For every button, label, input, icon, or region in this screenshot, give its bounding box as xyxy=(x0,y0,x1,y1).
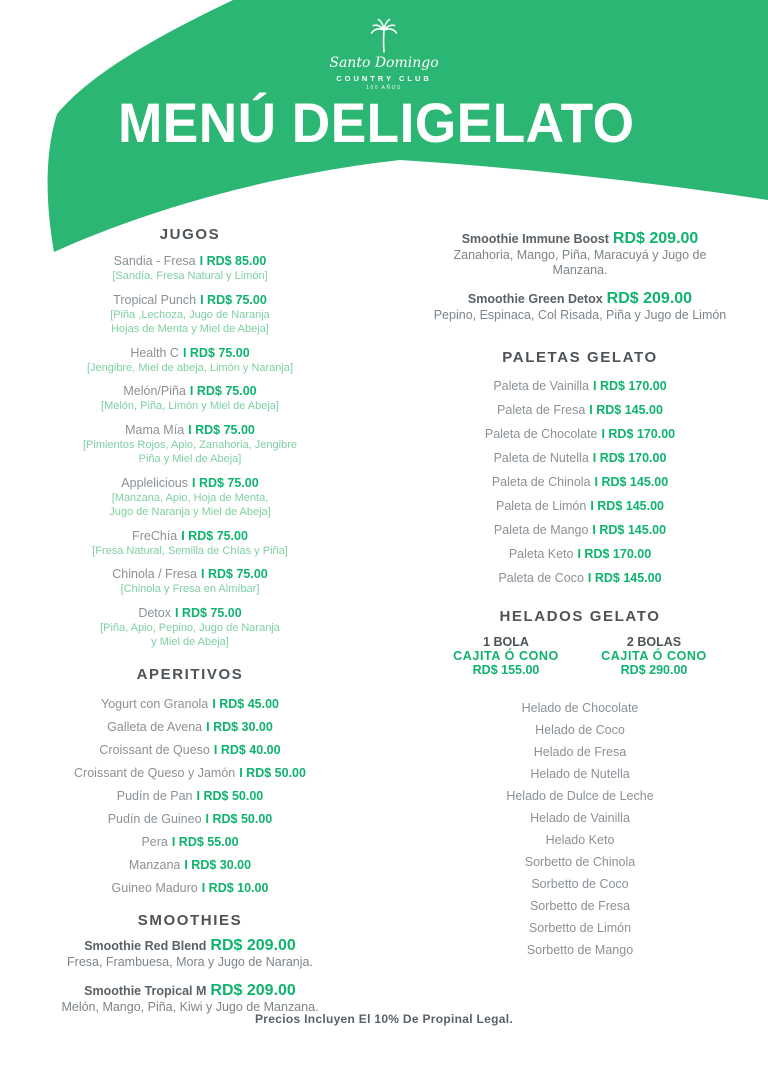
item-name: Smoothie Immune Boost xyxy=(461,232,609,246)
item-name: Smoothie Tropical M xyxy=(84,983,207,998)
item-name: Pudín de Pan xyxy=(116,788,193,803)
menu-item xyxy=(40,739,340,762)
menu-item xyxy=(40,982,340,1015)
item-price: RD$ 209.00 xyxy=(606,290,693,307)
item-price: RD$ 209.00 xyxy=(210,936,296,954)
item-name: Tropical Punch xyxy=(113,292,197,307)
item-name: Guineo Maduro xyxy=(111,880,198,895)
section-header-aperitivos: APERITIVOS xyxy=(136,665,244,683)
item-name: Galleta de Avena xyxy=(107,719,203,734)
palm-tree-icon xyxy=(367,16,401,54)
item-price: I RD$ 50.00 xyxy=(196,788,264,803)
item-ingredients: [Melón, Piña, Limón y Miel de Abeja] xyxy=(101,400,279,412)
item-description: Pepino, Espinaca, Col Risada, Piña y Jugo de Limón xyxy=(433,308,727,322)
menu-item xyxy=(430,398,730,422)
footer-note: Precios Incluyen El 10% De Propinal Legal. xyxy=(254,1012,514,1026)
item-price: I RD$ 75.00 xyxy=(188,422,255,437)
item-name: Paleta de Mango xyxy=(493,523,589,537)
flavor-item: Helado de Coco xyxy=(535,723,625,737)
item-price: I RD$ 145.00 xyxy=(590,499,664,513)
item-price: I RD$ 145.00 xyxy=(594,475,669,489)
brand-logo xyxy=(284,16,484,91)
flavor-item: Helado de Chocolate xyxy=(521,701,639,715)
item-name: Sandia - Fresa xyxy=(113,254,196,268)
flavor-item: Helado de Nutella xyxy=(530,767,630,781)
item-price: I RD$ 55.00 xyxy=(171,834,239,849)
item-name: Croissant de Queso y Jamón xyxy=(74,765,236,780)
section-header-paletas: PALETAS GELATO xyxy=(502,349,658,366)
menu-item xyxy=(430,470,730,494)
menu-item xyxy=(40,605,340,650)
item-price: I RD$ 170.00 xyxy=(601,427,676,441)
item-name: FreChía xyxy=(132,528,178,543)
item-ingredients: [Chinola y Fresa en Almíbar] xyxy=(120,583,260,595)
flavor-item: Helado de Vainilla xyxy=(530,811,630,825)
pricing-format: CAJITA Ó CONO xyxy=(601,649,707,663)
item-name: Pera xyxy=(141,834,168,849)
pricing-price: RD$ 290.00 xyxy=(620,663,688,677)
page-title: MENÚ DELIGELATO xyxy=(118,91,635,154)
item-description: Melón, Mango, Piña, Kiwi y Jugo de Manzana. xyxy=(61,999,319,1014)
item-ingredients: [Fresa Natural, Semilla de Chías y Piña] xyxy=(92,544,288,557)
menu-item xyxy=(40,808,340,831)
item-ingredients: Piña y Miel de Abeja] xyxy=(138,453,242,465)
item-ingredients: [Piña ,Lechoza, Jugo de Naranja xyxy=(110,308,270,321)
item-name: Health C xyxy=(130,345,179,360)
item-name: Chinola / Fresa xyxy=(112,567,198,581)
logo-club-text: COUNTRY CLUB xyxy=(336,74,432,83)
item-ingredients: [Jengibre, Miel de abeja, Limón y Naranja] xyxy=(86,361,294,374)
item-name: Paleta de Nutella xyxy=(493,451,589,465)
left-column xyxy=(40,226,340,1027)
menu-item xyxy=(430,446,730,470)
item-price: I RD$ 10.00 xyxy=(201,880,269,895)
item-ingredients: [Pimientos Rojos, Apio, Zanahoria, Jengibre xyxy=(82,438,297,451)
item-ingredients: [Manzana, Apio, Hoja de Menta, xyxy=(111,491,269,504)
menu-item xyxy=(40,422,340,467)
item-ingredients: [Piña, Apio, Pepino, Jugo de Naranja xyxy=(100,621,280,634)
item-price: I RD$ 170.00 xyxy=(592,451,667,465)
item-price: I RD$ 75.00 xyxy=(192,475,259,490)
item-name: Smoothie Green Detox xyxy=(467,292,603,306)
menu-item xyxy=(40,566,340,597)
menu-item xyxy=(40,854,340,877)
right-column xyxy=(430,230,730,961)
item-price: I RD$ 75.00 xyxy=(182,345,250,360)
item-price: RD$ 209.00 xyxy=(210,981,296,999)
item-price: I RD$ 145.00 xyxy=(587,571,662,585)
item-price: I RD$ 85.00 xyxy=(199,254,267,268)
item-name: Paleta de Chocolate xyxy=(484,427,598,441)
menu-item xyxy=(430,494,730,518)
item-price: I RD$ 50.00 xyxy=(239,765,306,780)
pricing-size: 1 BOLA xyxy=(483,635,529,649)
item-name: Paleta de Chinola xyxy=(491,475,591,489)
item-description: Zanahoria, Mango, Piña, Maracuyá y Jugo de Manzana. xyxy=(453,248,707,277)
menu-item xyxy=(40,345,340,376)
item-description: Fresa, Frambuesa, Mora y Jugo de Naranja. xyxy=(67,954,313,969)
item-name: Paleta Keto xyxy=(508,547,574,561)
menu-item xyxy=(40,693,340,716)
menu-item xyxy=(430,518,730,542)
menu-item xyxy=(430,290,730,323)
menu-item xyxy=(40,937,340,970)
flavor-item: Sorbetto de Mango xyxy=(526,943,634,957)
item-name: Manzana xyxy=(128,857,181,872)
section-header-jugos: JUGOS xyxy=(159,226,221,243)
menu-item xyxy=(430,230,730,278)
helados-pricing xyxy=(430,635,730,677)
item-price: I RD$ 75.00 xyxy=(201,567,268,581)
item-ingredients: [Sandía, Fresa Natural y Limón] xyxy=(112,270,268,282)
item-name: Mama Mía xyxy=(125,422,185,437)
menu-item xyxy=(40,383,340,414)
item-price: I RD$ 75.00 xyxy=(189,384,257,398)
menu-item xyxy=(40,785,340,808)
item-ingredients: Hojas de Menta y Miel de Abeja] xyxy=(111,323,269,335)
item-name: Paleta de Coco xyxy=(498,571,584,585)
item-name: Smoothie Red Blend xyxy=(84,938,207,953)
flavor-item: Sorbetto de Coco xyxy=(531,877,629,891)
item-price: I RD$ 30.00 xyxy=(206,719,273,734)
menu-item xyxy=(40,475,340,520)
pricing-size: 2 BOLAS xyxy=(626,635,682,649)
item-price: I RD$ 75.00 xyxy=(174,605,242,620)
item-price: I RD$ 170.00 xyxy=(593,379,667,393)
item-name: Melón/Piña xyxy=(123,384,186,398)
item-name: Paleta de Vainilla xyxy=(493,379,589,393)
item-name: Paleta de Fresa xyxy=(497,403,586,417)
menu-item xyxy=(40,528,340,559)
menu-item xyxy=(430,422,730,446)
item-name: Yogurt con Granola xyxy=(101,696,209,711)
pricing-column-1-bola xyxy=(432,635,580,677)
menu-item xyxy=(40,292,340,337)
item-price: I RD$ 45.00 xyxy=(212,696,279,711)
item-price: I RD$ 145.00 xyxy=(592,523,667,537)
item-name: Applelicious xyxy=(121,475,188,490)
item-price: I RD$ 75.00 xyxy=(200,292,267,307)
item-name: Croissant de Queso xyxy=(99,742,210,757)
menu-item xyxy=(430,542,730,566)
menu-item xyxy=(430,566,730,590)
flavor-item: Sorbetto de Limón xyxy=(528,921,632,935)
item-price: I RD$ 30.00 xyxy=(184,857,252,872)
item-ingredients: y Miel de Abeja] xyxy=(151,636,229,648)
logo-script-text: Santo Domingo xyxy=(329,55,439,71)
item-name: Pudín de Guineo xyxy=(107,811,202,826)
section-header-helados: HELADOS GELATO xyxy=(499,608,661,625)
section-header-smoothies: SMOOTHIES xyxy=(137,911,243,929)
flavor-item: Helado de Dulce de Leche xyxy=(506,789,654,803)
item-name: Paleta de Limón xyxy=(495,499,587,513)
item-price: I RD$ 50.00 xyxy=(205,811,273,826)
item-price: I RD$ 170.00 xyxy=(577,547,652,561)
menu-item xyxy=(40,253,340,284)
item-price: I RD$ 40.00 xyxy=(213,742,281,757)
item-ingredients: Jugo de Naranja y Miel de Abeja] xyxy=(109,506,271,518)
menu-item xyxy=(40,716,340,739)
logo-tagline: 100 AÑOS xyxy=(366,85,402,91)
item-price: I RD$ 75.00 xyxy=(181,528,248,543)
flavor-item: Helado de Fresa xyxy=(533,745,627,759)
item-price: I RD$ 145.00 xyxy=(589,403,663,417)
menu-item xyxy=(40,762,340,785)
menu-item xyxy=(430,374,730,398)
item-price: RD$ 209.00 xyxy=(612,230,699,247)
menu-item xyxy=(40,877,340,900)
menu-item xyxy=(40,831,340,854)
flavor-item: Helado Keto xyxy=(545,833,615,847)
pricing-column-2-bolas xyxy=(580,635,728,677)
item-name: Detox xyxy=(138,605,171,620)
flavor-item: Sorbetto de Fresa xyxy=(529,899,631,913)
pricing-format: CAJITA Ó CONO xyxy=(453,649,559,663)
flavor-item: Sorbetto de Chinola xyxy=(524,855,636,869)
pricing-price: RD$ 155.00 xyxy=(472,663,540,677)
